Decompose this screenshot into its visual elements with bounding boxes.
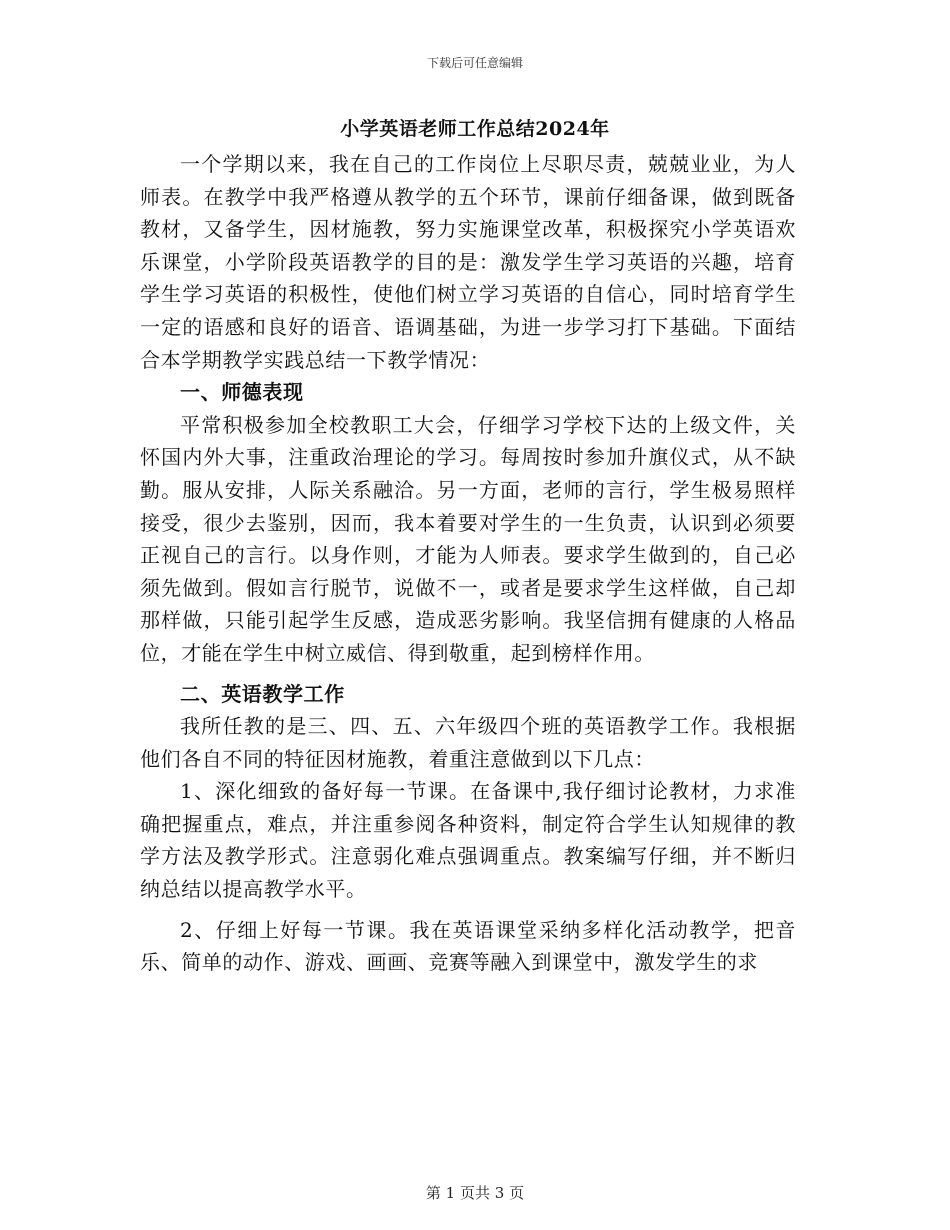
- header-note: 下载后可任意编辑: [426, 56, 523, 70]
- intro-paragraph: 一个学期以来，我在自己的工作岗位上尽职尽责，兢兢业业，为人师表。在教学中我严格遵从教学的五个环节，课前仔细备课，做到既备教材，又备学生，因材施教，努力实施课堂改革，积极探究小学英语欢乐课堂，小学阶段英语教学的目的是：激发学生学习英语的兴趣，培育学生学习英语的积极性，使他们树立学习英语的自信心，同时培育学生一定的语感和良好的语音、语调基础，为进一步学习打下基础。下面结合本学期教学实践总结一下教学情况：: [140, 152, 796, 372]
- section-heading-teaching: 二、英语教学工作: [180, 681, 345, 706]
- ethics-paragraph: 平常积极参加全校教职工大会，仔细学习学校下达的上级文件，关怀国内外大事，注重政治理论的学习。每周按时参加升旗仪式，从不缺勤。服从安排，人际关系融洽。另一方面，老师的言行，学生极易照样接受，很少去鉴别，因而，我本着要对学生的一生负责，认识到必须要正视自己的言行。以身作则，才能为人师表。要求学生做到的，自己必须先做到。假如言行脱节，说做不一，或者是要求学生这样做，自己却那样做，只能引起学生反感，造成恶劣影响。我坚信拥有健康的人格品位，才能在学生中树立威信、得到敬重，起到榜样作用。: [140, 412, 796, 665]
- teaching-intro-paragraph: 我所任教的是三、四、五、六年级四个班的英语教学工作。我根据他们各自不同的特征因材施教，着重注意做到以下几点：: [140, 714, 796, 771]
- page-number: 第 1 页共 3 页: [425, 1184, 525, 1202]
- point-2-paragraph: 2、仔细上好每一节课。我在英语课堂采纳多样化活动教学，把音乐、简单的动作、游戏、画画、竞赛等融入到课堂中，激发学生的求: [140, 917, 796, 975]
- section-heading-ethics: 一、师德表现: [180, 380, 304, 405]
- document-body: [140, 148, 796, 979]
- point-1-paragraph: 1、深化细致的备好每一节课。在备课中,我仔细讨论教材，力求准确把握重点，难点，并注重参阅各种资料，制定符合学生认知规律的教学方法及教学形式。注意弱化难点强调重点。教案编写仔细，并不断归纳总结以提高教学水平。: [140, 779, 796, 902]
- document-title: 小学英语老师工作总结2024年: [340, 118, 610, 140]
